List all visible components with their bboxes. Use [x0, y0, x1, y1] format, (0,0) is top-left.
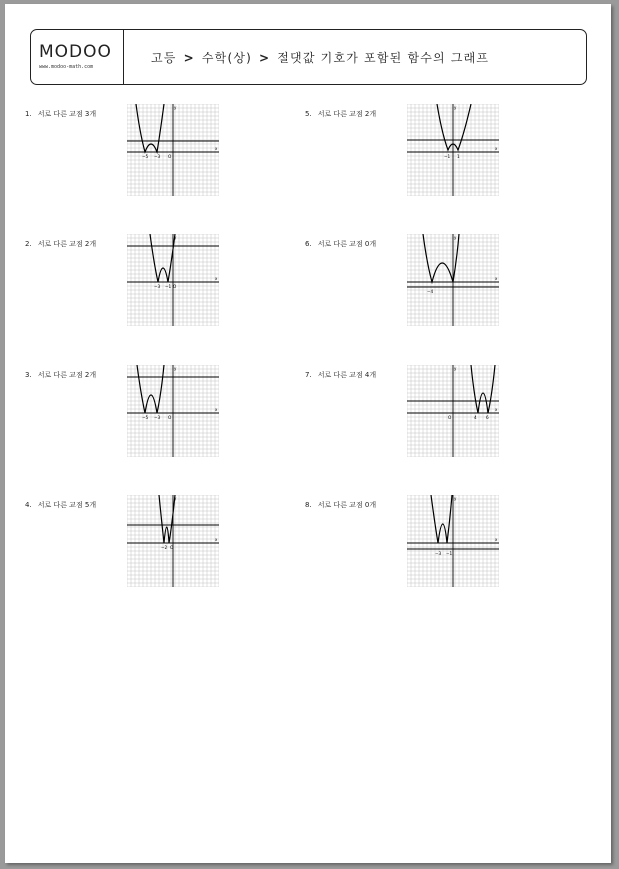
- axis-x-label: x: [495, 146, 498, 151]
- problem-5-label: [305, 109, 376, 119]
- problem-number: 4.: [25, 501, 32, 509]
- axis-y-label: y: [174, 235, 177, 240]
- axis-y-label: y: [174, 366, 177, 371]
- breadcrumb-subject: 수학(상): [201, 51, 252, 65]
- problem-1-label: [25, 109, 96, 119]
- problem-text: 서로 다른 교점 4개: [317, 371, 377, 379]
- problem-number: 7.: [305, 371, 312, 379]
- problem-number: 5.: [305, 110, 312, 118]
- problem-4-label: [25, 500, 96, 510]
- tick-label: −5: [142, 415, 149, 420]
- logo-text: MODOO: [39, 42, 112, 62]
- problem-3-label: [25, 370, 96, 380]
- problem-7-graph: [407, 365, 499, 457]
- axis-y-label: y: [454, 235, 457, 240]
- tick-label: −3: [154, 154, 161, 159]
- problem-8-label: [305, 500, 376, 510]
- tick-label: O: [170, 545, 174, 550]
- axis-x-label: x: [215, 276, 218, 281]
- problem-1-graph: [127, 104, 219, 196]
- problem-7-label: [305, 370, 376, 380]
- tick-label: −2: [161, 545, 168, 550]
- breadcrumb-topic: 절댓값 기호가 포함된 함수의 그래프: [277, 51, 490, 65]
- tick-label: −5: [142, 154, 149, 159]
- breadcrumb-separator: >: [259, 51, 271, 65]
- tick-label: 1: [457, 154, 460, 159]
- axis-y-label: y: [174, 496, 177, 501]
- logo: [39, 42, 111, 74]
- problem-4-graph: [127, 495, 219, 587]
- header-box: [30, 29, 587, 85]
- problem-text: 서로 다른 교점 3개: [37, 110, 97, 118]
- logo-url: www.modoo-math.com: [39, 64, 94, 70]
- problem-number: 8.: [305, 501, 312, 509]
- tick-label: O: [168, 415, 172, 420]
- axis-y-label: y: [454, 496, 457, 501]
- tick-label: −3: [154, 284, 161, 289]
- problem-3-graph: [127, 365, 219, 457]
- axis-x-label: x: [495, 537, 498, 542]
- tick-label: O: [168, 154, 172, 159]
- problem-text: 서로 다른 교점 0개: [317, 501, 377, 509]
- problem-number: 2.: [25, 240, 32, 248]
- problem-5-graph: [407, 104, 499, 196]
- tick-label: −3: [435, 551, 442, 556]
- problem-6-graph: [407, 234, 499, 326]
- axis-x-label: x: [495, 276, 498, 281]
- problem-number: 3.: [25, 371, 32, 379]
- tick-label: O: [173, 284, 177, 289]
- worksheet-page: [5, 4, 611, 863]
- tick-label: −1: [446, 551, 453, 556]
- problem-text: 서로 다른 교점 2개: [317, 110, 377, 118]
- tick-label: O: [448, 415, 452, 420]
- breadcrumb: [151, 49, 489, 66]
- problem-6-label: [305, 239, 376, 249]
- tick-label: 4: [474, 415, 477, 420]
- breadcrumb-separator: >: [183, 51, 195, 65]
- problem-8-graph: [407, 495, 499, 587]
- tick-label: −3: [154, 415, 161, 420]
- axis-x-label: x: [215, 407, 218, 412]
- axis-y-label: y: [454, 105, 457, 110]
- problem-text: 서로 다른 교점 5개: [37, 501, 97, 509]
- tick-label: −1: [444, 154, 451, 159]
- axis-y-label: y: [174, 105, 177, 110]
- tick-label: 6: [486, 415, 489, 420]
- axis-x-label: x: [215, 146, 218, 151]
- axis-x-label: x: [495, 407, 498, 412]
- tick-label: −4: [427, 289, 434, 294]
- problem-text: 서로 다른 교점 2개: [37, 371, 97, 379]
- problem-2-graph: [127, 234, 219, 326]
- problem-2-label: [25, 239, 96, 249]
- problem-text: 서로 다른 교점 2개: [37, 240, 97, 248]
- axis-y-label: y: [454, 366, 457, 371]
- axis-x-label: x: [215, 537, 218, 542]
- problem-number: 6.: [305, 240, 312, 248]
- tick-label: −1: [165, 284, 172, 289]
- problem-text: 서로 다른 교점 0개: [317, 240, 377, 248]
- problem-number: 1.: [25, 110, 32, 118]
- breadcrumb-level: 고등: [151, 51, 177, 65]
- header-divider: [123, 30, 124, 84]
